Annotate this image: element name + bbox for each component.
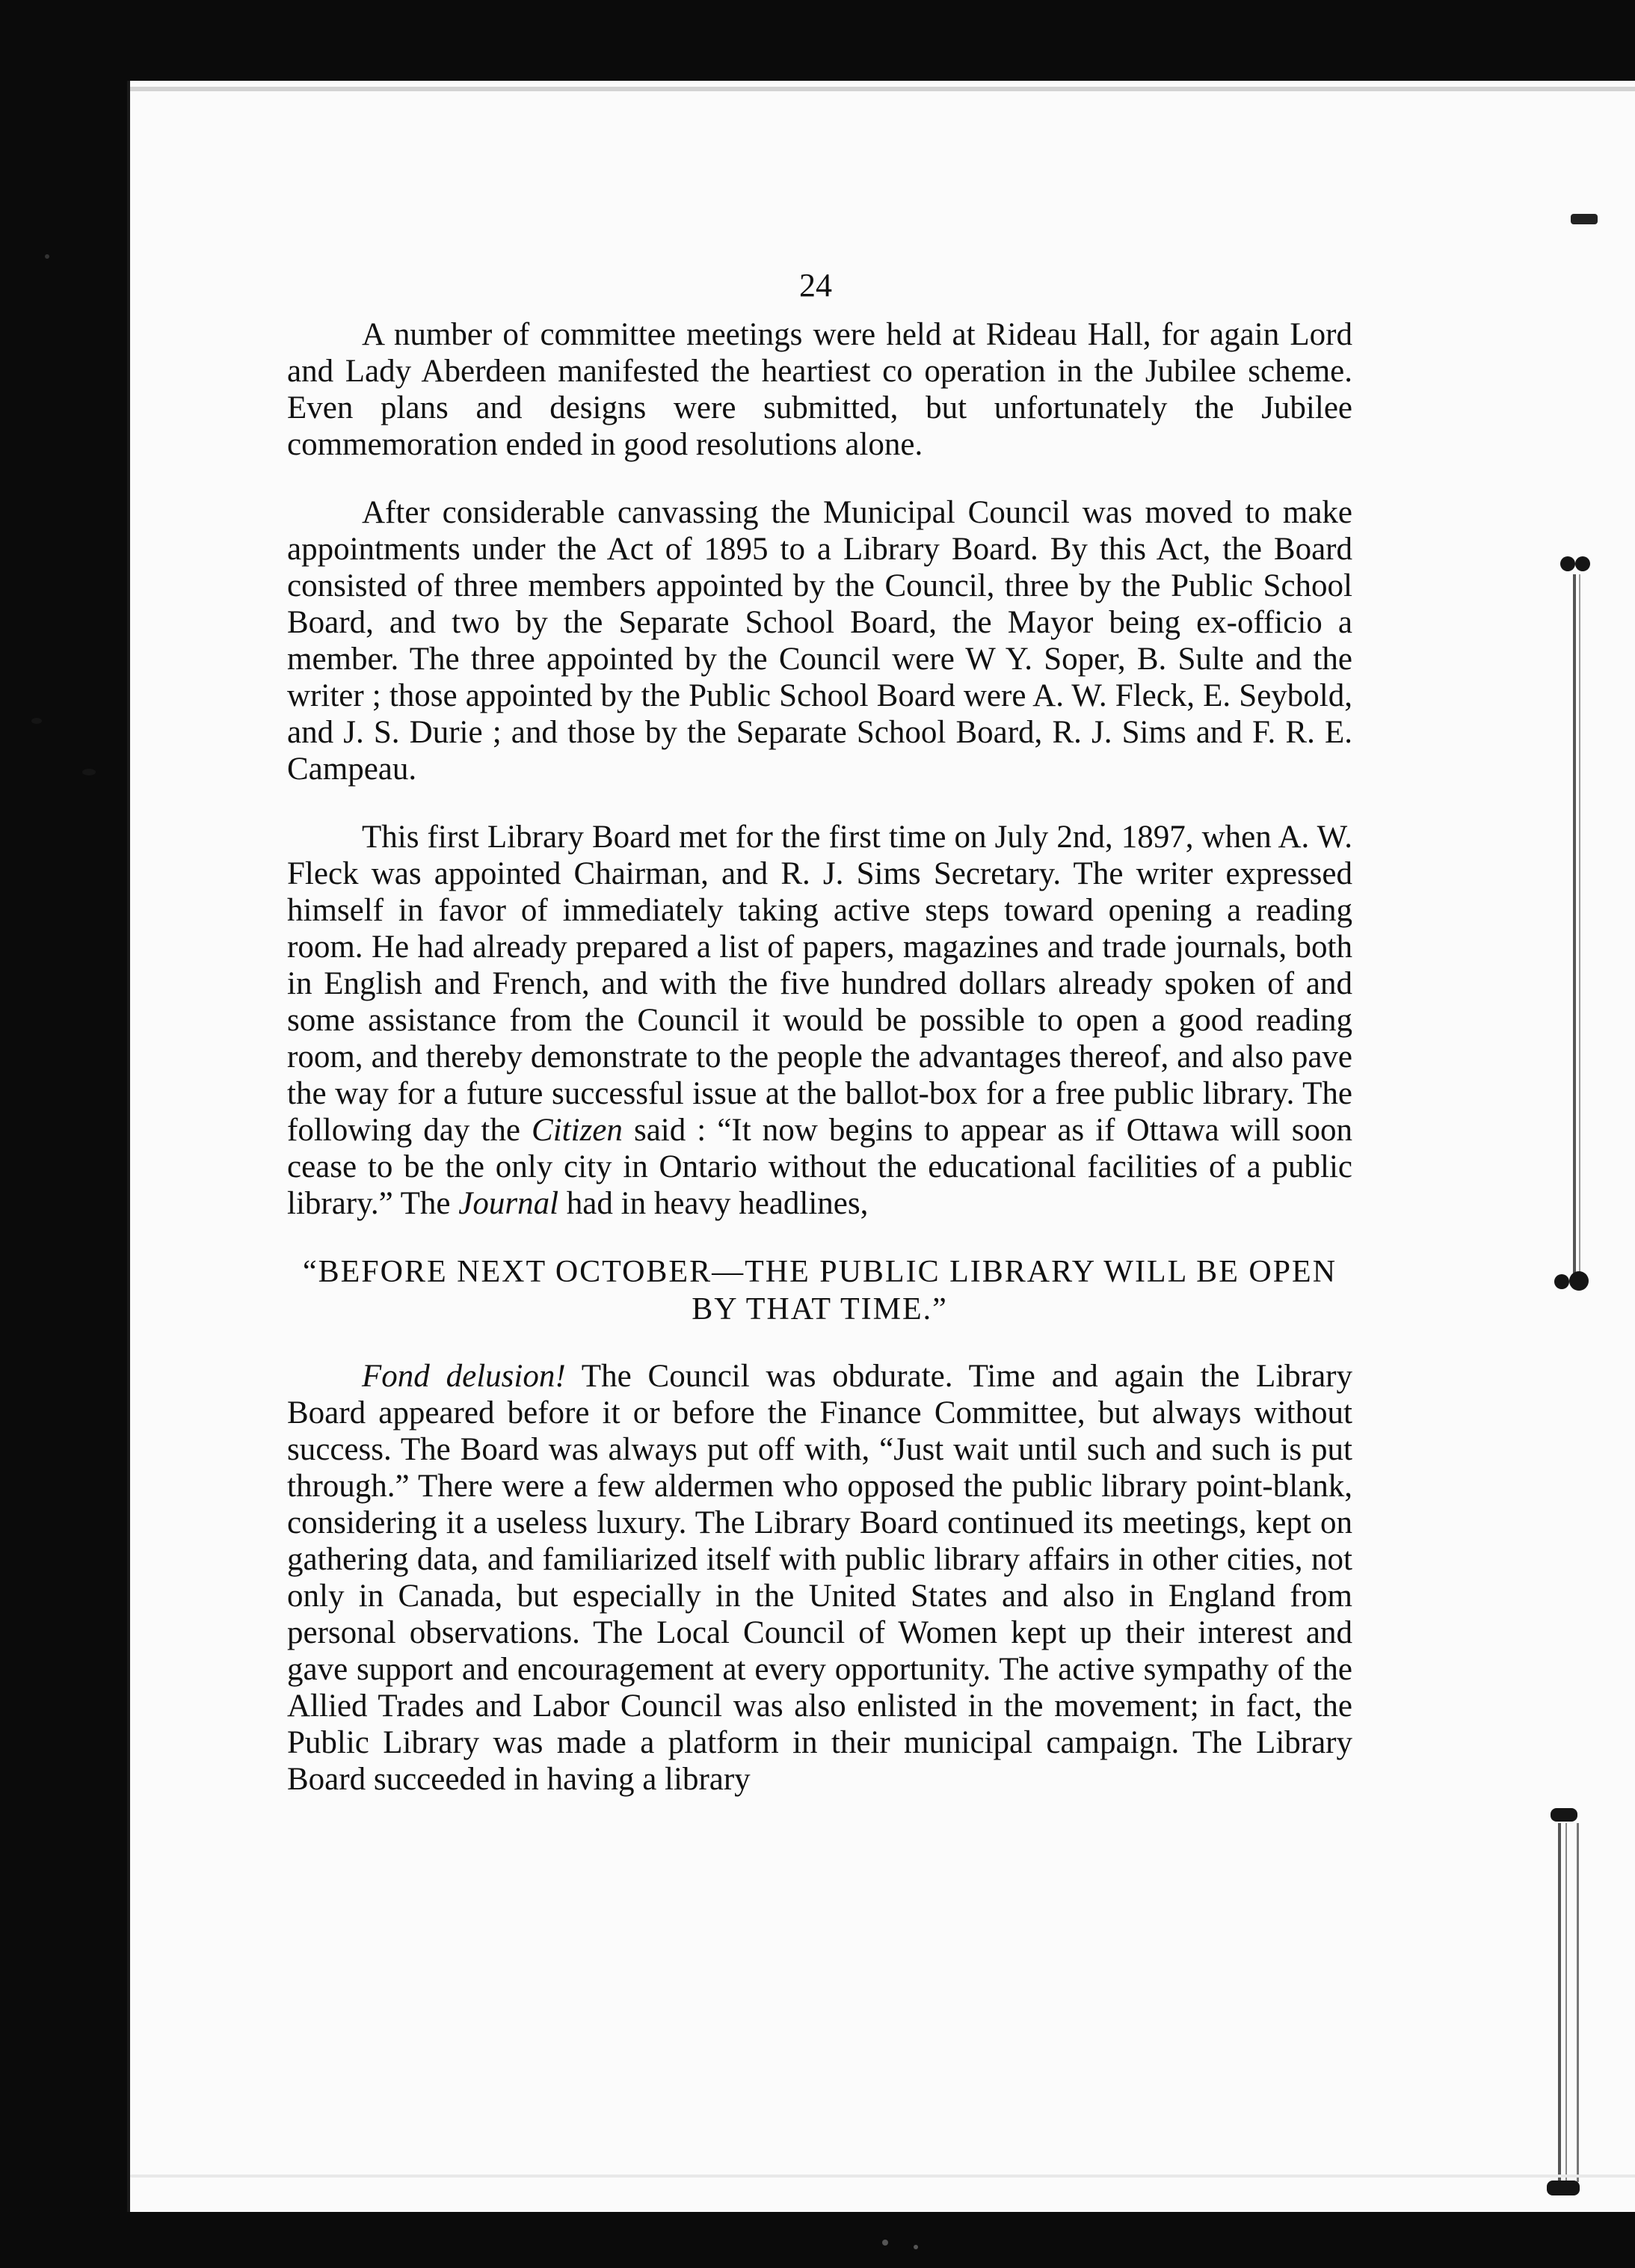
binding-line <box>1558 1823 1561 2182</box>
paragraph-text: had in heavy headlines, <box>566 1186 869 1221</box>
binding-dot <box>1547 2181 1580 2195</box>
scan-speck <box>882 2240 888 2246</box>
binding-dot <box>1551 1808 1577 1822</box>
binding-dot <box>1560 556 1575 571</box>
binding-dot <box>1575 556 1590 571</box>
headline-quote: “BEFORE NEXT OCTOBER—THE PUBLIC LIBRARY WILL BE OPEN BY THAT TIME.” <box>302 1255 1337 1327</box>
binding-dot <box>1554 1274 1569 1289</box>
top-edge-rule <box>130 87 1635 91</box>
paragraph-lead: Fond delusion! <box>362 1359 566 1394</box>
body-text <box>287 316 1352 1829</box>
paragraph: After considerable canvassing the Municipal Council was moved to make appointments under the Act of 1895 to a Library Board. By this Act, the Board consisted of three members appointed by the Council, three by the Public School Board, and two by the Separate School Board, the Mayor being ex-officio a member. The three appointed by the Council were W Y. Soper, B. Sulte and the writer ; those appointed by the Public School Board were A. W. Fleck, E. Seybold, and J. S. Durie ; and those by the Separate School Board, R. J. Sims and F. R. E. Campeau. <box>287 495 1352 787</box>
newspaper-name-journal: Journal <box>458 1186 559 1221</box>
paragraph: A number of committee meetings were held at Rideau Hall, for again Lord and Lady Aberdeen manifested the heartiest co operation in the Jubilee scheme. Even plans and designs were submitted, but unfortunately the Jubilee commemoration ended in good resolutions alone. <box>287 317 1352 462</box>
binding-dot <box>1569 1271 1589 1291</box>
scan-speck <box>914 2245 918 2249</box>
paragraph-text: This first Library Board met for the first time on July 2nd, 1897, when A. W. Fleck was appointed Chairman, and R. J. Sims Secretary. The writer expressed himself in favor of immediately taking active steps toward opening a reading room. He had already prepared a list of papers, magazines and trade journals, both in English and French, and with the five hundred dollars already spoken of and some assistance from the Council it would be possible to open a good reading room, and thereby demonstrate to the people the advantages thereof, and also pave the way for a future successful issue at the ballot-box for a free public library. The following day the <box>287 820 1352 1148</box>
paper-crease <box>130 2175 1635 2178</box>
paragraph-text: said : “It now begins to appear as if Ottawa will soon cease to be the only city in Ontario without the educational facilities of a public library.” The <box>287 1113 1353 1221</box>
paragraph-text: The Council was obdurate. Time and again the Library Board appeared before it or before the Finance Committee, but always without success. The Board was always put off with, “Just wait until such and such is put through.” There were a few aldermen who opposed the public library point-blank, considering it a useless luxury. The Library Board continued its meetings, kept on gathering data, and familiarized itself with public library affairs in other cities, not only in Canada, but especially in the United States and also in England from personal observations. The Local Council of Women kept up their interest and gave support and encouragement at every opportunity. The active sympathy of the Allied Trades and Labor Council was also enlisted in the movement; in fact, the Public Library was made a platform in their municipal campaign. The Library Board succeeded in having a library <box>287 1359 1352 1797</box>
scan-speck <box>45 254 49 259</box>
page-number: 24 <box>799 267 832 304</box>
paragraph <box>287 1358 1352 1798</box>
paper-sheet <box>127 81 1635 2212</box>
newspaper-name-citizen: Citizen <box>532 1113 623 1148</box>
paragraph <box>287 819 1352 1222</box>
edge-mark-top <box>1571 214 1598 224</box>
scan-speck <box>31 718 42 724</box>
binding-line <box>1565 1823 1567 2182</box>
scan-speck <box>82 769 96 775</box>
binding-line <box>1577 1823 1579 2182</box>
binding-line <box>1579 574 1580 1277</box>
binding-line <box>1573 574 1576 1277</box>
